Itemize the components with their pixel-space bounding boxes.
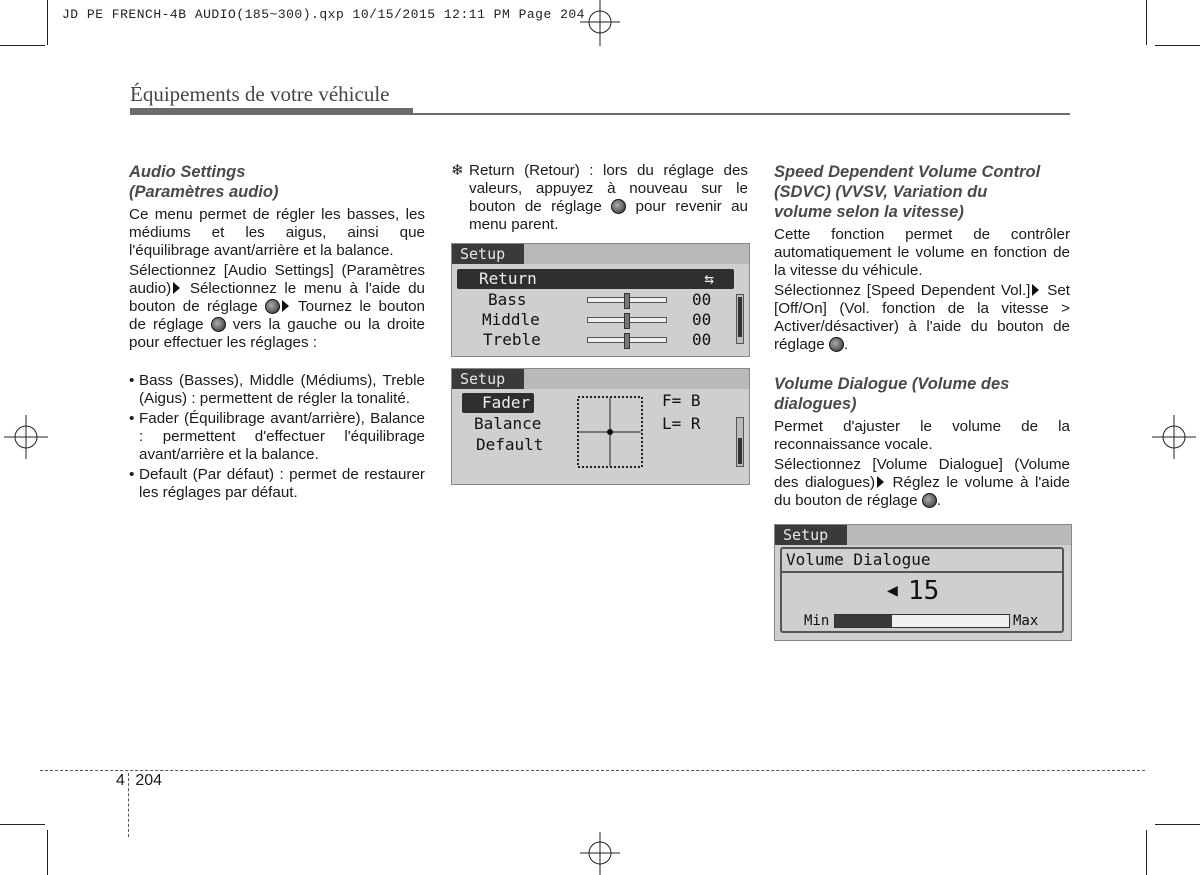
heading-line: volume selon la vitesse) [774, 203, 964, 221]
volume-value: 15 [908, 576, 940, 606]
title-rule [130, 108, 413, 115]
slider-handle[interactable] [624, 333, 630, 349]
column-audio-settings [129, 162, 425, 504]
slider-handle[interactable] [624, 313, 630, 329]
text: Set [Off/On] (Vol. fonction de la vitesse > Activer/désactiver) à l'aide du bouton de réglage [774, 282, 1070, 353]
registration-target-icon [1152, 415, 1196, 459]
slider-handle[interactable] [624, 293, 630, 309]
column-sdvc [774, 162, 1070, 512]
menu-item-label: Treble [483, 330, 541, 349]
text: Return (Retour) : lors du réglage des valeurs, appuyez à nouveau sur le bouton de réglage [469, 162, 748, 215]
setup-screen-volume-dialogue [774, 524, 1072, 641]
crop-mark [0, 824, 45, 825]
scrollbar[interactable] [736, 294, 744, 344]
column-return-note [451, 162, 748, 234]
page-number-value: 204 [135, 772, 163, 789]
crop-mark [47, 830, 48, 875]
registration-target-icon [4, 415, 48, 459]
text: Tournez le bouton de réglage [129, 298, 426, 333]
menu-item-label: Middle [482, 310, 540, 329]
list-item: • Fader (Équilibrage avant/arrière), Balance : permettent d'effectuer l'équilibrage avant/arrière et la balance. [129, 410, 425, 464]
return-icon: ⇆ [704, 269, 714, 288]
section-heading-audio-settings [129, 162, 425, 202]
control-knob-icon [829, 337, 844, 352]
volume-level-bar[interactable] [834, 614, 1010, 628]
scrollbar-thumb[interactable] [738, 438, 742, 464]
paragraph: Permet d'ajuster le volume de la reconnaissance vocale. [774, 418, 1070, 453]
menu-item-balance[interactable] [474, 414, 541, 434]
text: Réglez le volume à l'aide du bouton de réglage [774, 474, 1070, 509]
text: Sélectionnez [Audio Settings] (Paramètres audio) [129, 262, 425, 297]
heading-line: (Paramètres audio) [129, 183, 279, 201]
middle-slider[interactable] [587, 317, 667, 323]
return-note [451, 162, 748, 234]
paragraph [129, 262, 425, 352]
heading-line: Speed Dependent Volume Control [774, 163, 1041, 181]
registration-target-icon [578, 0, 622, 46]
menu-item-label: Balance [474, 414, 542, 433]
speaker-icon: ◀ [887, 580, 898, 601]
crop-mark [0, 45, 45, 46]
list-item: • Default (Par défaut) : permet de restaurer les réglages par défaut. [129, 466, 425, 502]
heading-line: (SDVC) (VVSV, Variation du [774, 183, 988, 201]
balance-readout: L= R [662, 414, 701, 433]
menu-item-fader[interactable] [462, 393, 534, 413]
footer-rule [40, 770, 1145, 771]
setup-screen-balance [451, 368, 750, 485]
arrow-right-icon [1032, 284, 1039, 296]
fader-balance-grid[interactable] [577, 396, 643, 468]
print-header: JD PE FRENCH-4B AUDIO(185~300).qxp 10/15/2015 12:11 PM Page 204 [62, 7, 585, 22]
crop-mark [1146, 830, 1147, 875]
text: pour revenir au menu parent. [469, 198, 749, 233]
chapter-number: 4 [116, 772, 125, 789]
menu-item-middle[interactable] [482, 310, 540, 330]
volume-level-fill [835, 615, 892, 627]
volume-panel-title: Volume Dialogue [786, 550, 931, 569]
crop-mark [1146, 0, 1147, 45]
section-heading-sdvc [774, 162, 1070, 222]
setup-screen-tone [451, 243, 750, 357]
control-knob-icon [265, 299, 280, 314]
menu-item-treble[interactable] [483, 330, 541, 350]
scrollbar-thumb[interactable] [738, 297, 742, 337]
control-knob-icon [922, 493, 937, 508]
scrollbar[interactable] [736, 417, 744, 467]
page-title: Équipements de votre véhicule [130, 82, 390, 106]
title-rule [413, 113, 1070, 115]
menu-item-label: Default [476, 435, 544, 454]
crop-mark [1155, 824, 1200, 825]
control-knob-icon [211, 317, 226, 332]
note-icon: ❄ [451, 162, 464, 179]
heading-line: Audio Settings [129, 163, 246, 181]
screen-tab: Setup [775, 525, 847, 545]
control-knob-icon [611, 199, 626, 214]
arrow-right-icon [282, 300, 289, 312]
menu-item-return[interactable] [457, 269, 734, 289]
paragraph: Cette fonction permet de contrôler automatiquement le volume en fonction de la vitesse du véhicule. [774, 226, 1070, 279]
list-item: • Bass (Basses), Middle (Médiums), Treble (Aigus) : permettent de régler la tonalité. [129, 372, 425, 408]
text: . [843, 336, 849, 353]
volume-panel [780, 547, 1064, 633]
menu-item-bass[interactable] [488, 290, 527, 310]
crop-mark [1155, 45, 1200, 46]
max-label: Max [1013, 613, 1039, 629]
crop-mark [47, 0, 48, 45]
paragraph [774, 456, 1070, 510]
text: . [936, 492, 942, 509]
text: Sélectionnez le menu à l'aide du bouton de réglage [129, 280, 425, 315]
menu-item-label: Return [479, 269, 537, 288]
section-heading-volume-dialogue [774, 374, 1070, 414]
slider-value: 00 [692, 290, 712, 309]
slider-value: 00 [692, 310, 712, 329]
text: vers la gauche ou la droite pour effectuer les réglages : [129, 316, 425, 351]
bass-slider[interactable] [587, 297, 667, 303]
menu-item-label: Bass [488, 290, 527, 309]
treble-slider[interactable] [587, 337, 667, 343]
menu-item-label: Fader [482, 393, 531, 412]
arrow-right-icon [173, 282, 180, 294]
paragraph [774, 282, 1070, 354]
bullet-list [129, 372, 425, 502]
page-number [116, 772, 162, 790]
fader-readout: F= B [662, 391, 701, 410]
registration-target-icon [578, 832, 622, 875]
screen-tab: Setup [452, 369, 524, 389]
heading-line: Volume Dialogue (Volume des [774, 375, 1010, 393]
screen-tab: Setup [452, 244, 524, 264]
page-number-divider [128, 773, 129, 837]
paragraph: Ce menu permet de régler les basses, les médiums et les aigus, ainsi que l'équilibrage avant/arrière et la balance. [129, 206, 425, 259]
text: Sélectionnez [Volume Dialogue] (Volume des dialogues) [774, 456, 1070, 491]
arrow-right-icon [877, 476, 884, 488]
heading-line: dialogues) [774, 395, 857, 413]
menu-item-default[interactable] [476, 435, 543, 455]
min-label: Min [804, 613, 830, 629]
slider-value: 00 [692, 330, 712, 349]
text: Sélectionnez [Speed Dependent Vol.] [774, 282, 1031, 299]
